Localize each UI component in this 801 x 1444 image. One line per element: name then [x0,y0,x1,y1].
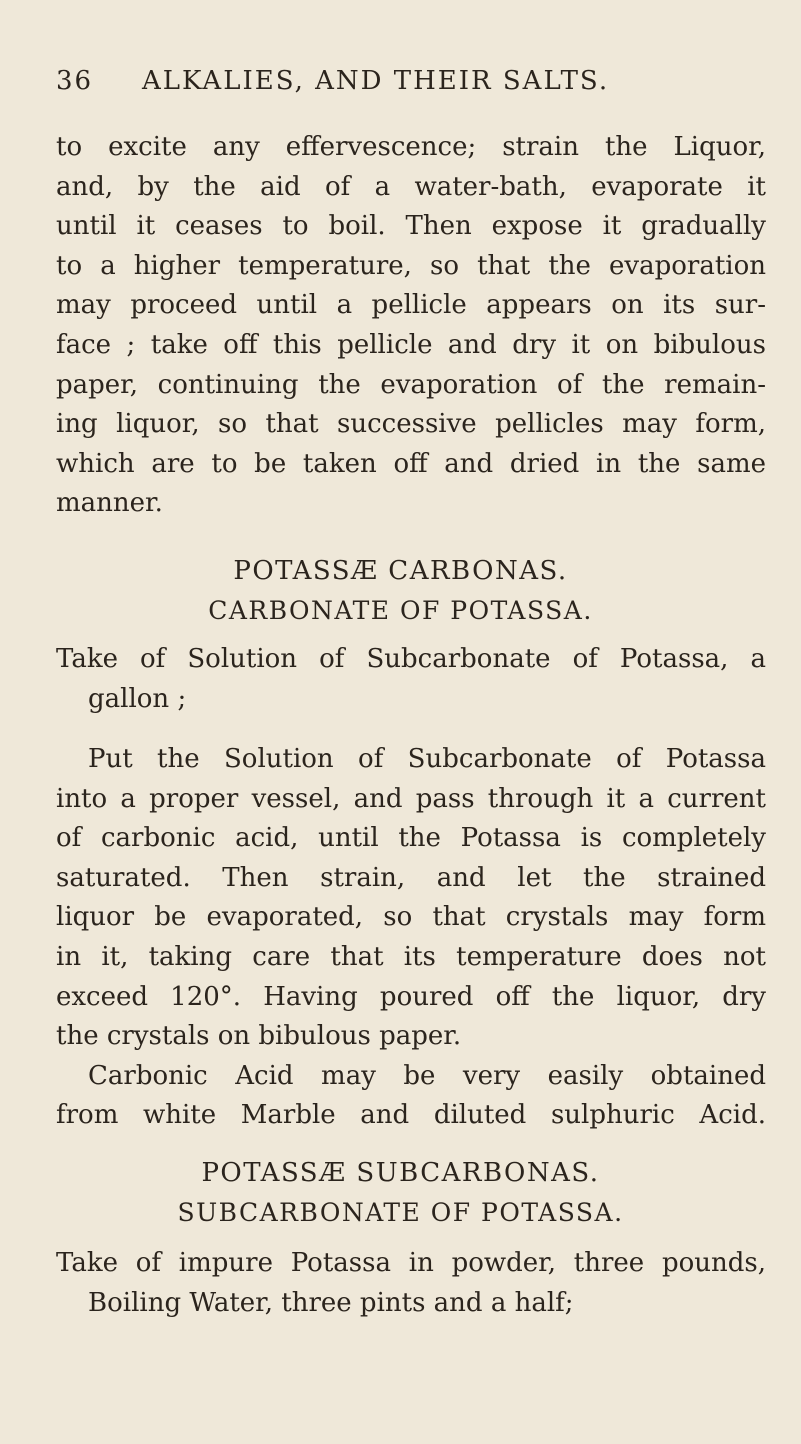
text-line: gallon ; [88,683,187,714]
text-line: Boiling Water, three pints and a half; [88,1287,574,1318]
text-line: from white Marble and diluted sulphuric Acid. [56,1100,766,1131]
text-line: Carbonic Acid may be very easily obtained [88,1060,766,1091]
text-line: Take of impure Potassa in powder, three pounds, [56,1248,766,1278]
recipe-directions [56,740,766,1136]
text-line: the crystals on bibulous paper. [56,1021,462,1052]
paragraph-continuation [56,128,766,524]
text-line: saturated. Then strain, and let the strained [56,862,766,893]
text-line: Take of Solution of Subcarbonate of Potassa, a [56,644,766,674]
text-line: to excite any effervescence; strain the Liquor, [56,132,766,162]
recipe-ingredients [56,1244,766,1323]
text-line: and, by the aid of a water-bath, evaporate it [56,171,766,202]
text-line: to a higher temperature, so that the evaporation [56,250,766,281]
text-line: exceed 120°. Having poured off the liquor, dry [56,981,766,1012]
text-line: into a proper vessel, and pass through it a current [56,783,766,814]
text-line: of carbonic acid, until the Potassa is completely [56,823,766,854]
section-heading-english: CARBONATE OF POTASSA. [208,596,593,625]
running-title: ALKALIES, AND THEIR SALTS. [142,66,610,96]
text-line: Put the Solution of Subcarbonate of Potassa [88,744,766,774]
recipe-ingredients [56,640,766,719]
text-line: ing liquor, so that successive pellicles may form, [56,409,766,440]
running-head [0,66,801,106]
section-heading-latin: POTASSÆ CARBONAS. [233,556,568,586]
text-line: in it, taking care that its temperature does not [56,941,766,972]
text-line: face ; take off this pellicle and dry it on bibulous [56,329,766,360]
section-heading-latin: POTASSÆ SUBCARBONAS. [201,1158,600,1188]
page-number: 36 [56,66,94,96]
text-line: may proceed until a pellicle appears on its sur- [56,290,766,321]
text-line: until it ceases to boil. Then expose it gradually [56,211,766,242]
text-line: liquor be evaporated, so that crystals may form [56,902,766,933]
text-line: manner. [56,488,163,519]
section-heading-english: SUBCARBONATE OF POTASSA. [177,1198,624,1227]
text-line: paper, continuing the evaporation of the remain- [56,369,766,400]
text-line: which are to be taken off and dried in the same [56,448,766,479]
